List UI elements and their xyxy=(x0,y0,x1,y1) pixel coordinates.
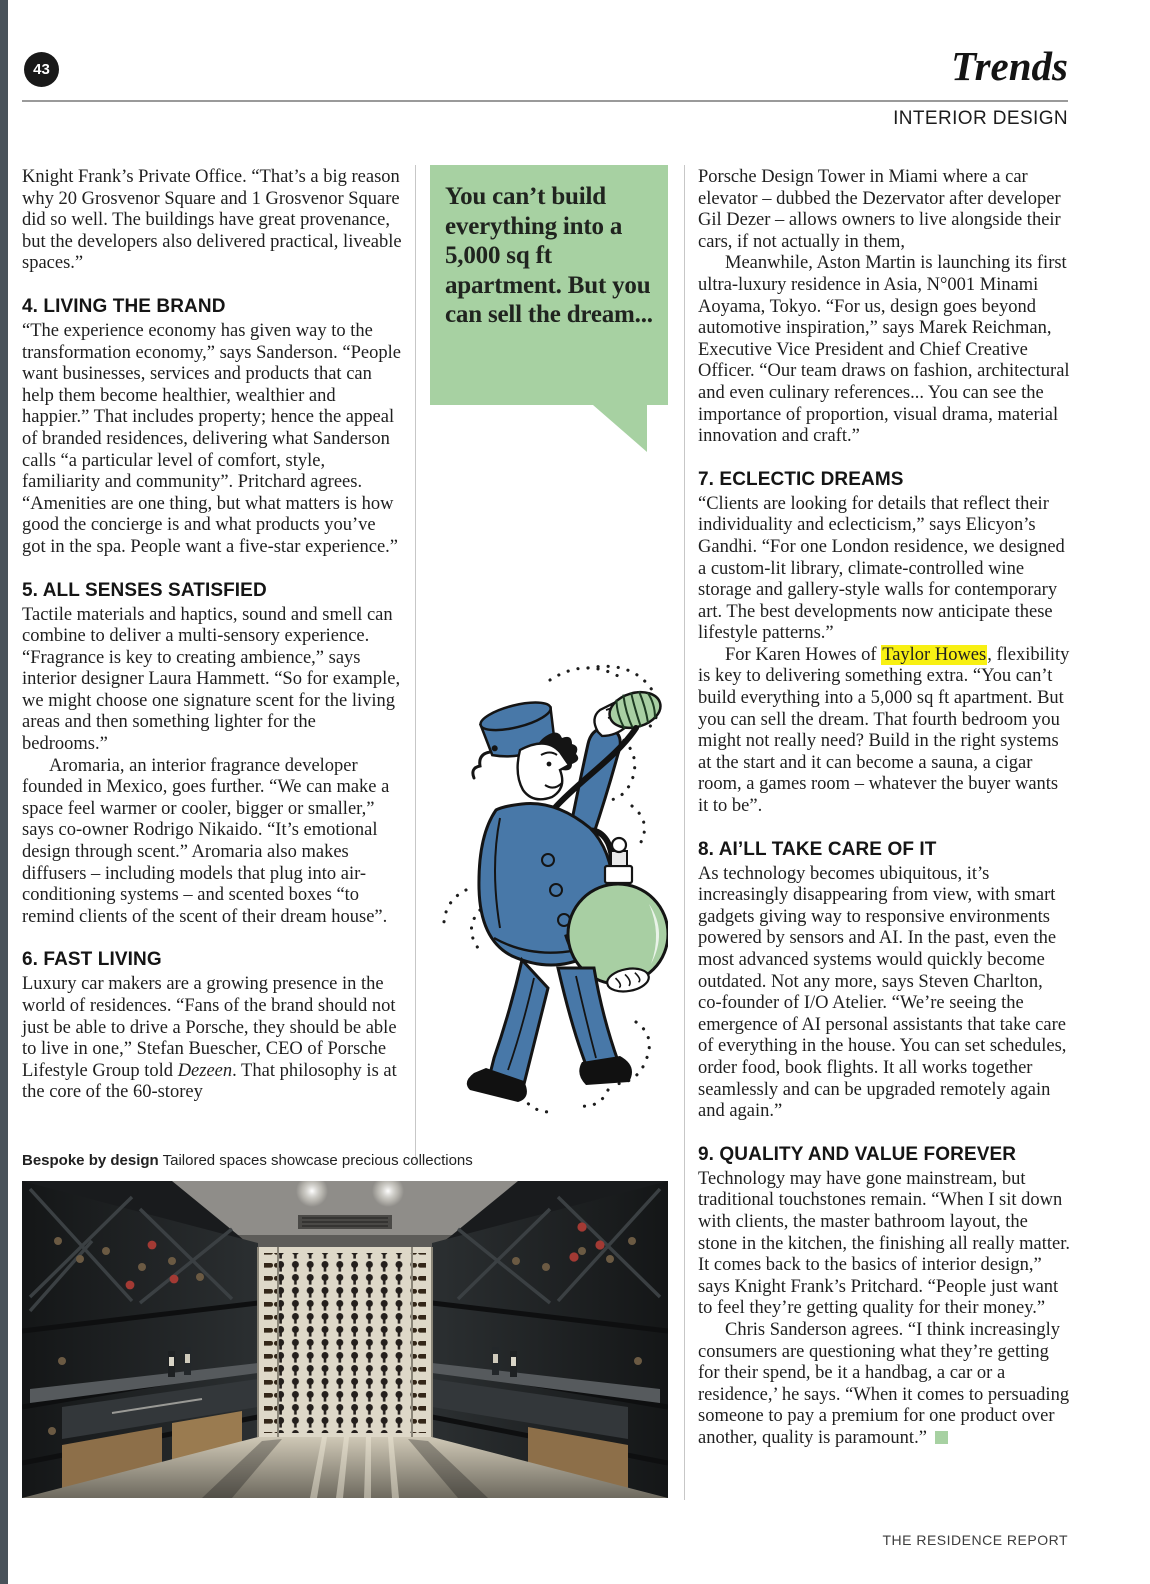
paragraph-text: Chris Sanderson agrees. “I think increasingly consumers are questioning what they’re getting for their spend, be it a handbag, a car or a residence,’ he says. “When it comes to persuading someone to pay a premium for one product over another, quality is paramount.” xyxy=(698,1319,1070,1448)
paragraph-text: . That philosophy is at the core of the 60-storey xyxy=(22,1060,397,1103)
left-column xyxy=(22,167,402,1104)
article-paragraph: Aromaria, an interior fragrance developer founded in Mexico, goes further. “We can make a space feel warmer or cooler, bigger or smaller,” says co-owner Rodrigo Nikaido. “It’s emotional design through scent.” Aromaria also makes diffusers – including models that plug into air-conditioning systems – and scented boxes “to remind clients of the scent of their dream house”. xyxy=(22,755,390,927)
wine-cellar-photo xyxy=(22,1181,668,1498)
caption-text: Tailored spaces showcase precious collections xyxy=(158,1152,473,1169)
article-paragraph: Porsche Design Tower in Miami where a car elevator – dubbed the Dezervator after developer Gil Dezer – allows owners to live alongside their cars, if not actually in them, xyxy=(698,167,1061,252)
section-heading-9: 9. QUALITY AND VALUE FOREVER xyxy=(698,1143,1017,1165)
photo-caption xyxy=(22,1152,668,1170)
section-heading-6: 6. FAST LIVING xyxy=(22,949,162,971)
wine-cellar-image xyxy=(22,1181,668,1498)
page-number-badge xyxy=(24,52,59,87)
column-rule-right xyxy=(684,165,685,1500)
section-heading-5: 5. ALL SENSES SATISFIED xyxy=(22,579,267,601)
speech-bubble-tail xyxy=(593,405,647,452)
article-paragraph: As technology becomes ubiquitous, it’s increasingly disappearing from view, with smart gadgets giving way to responsive environments powered by sensors and AI. In the past, even the most advanced systems would quickly become outdated. Not any more, says Steven Charlton, co-founder of I/O Atelier. “We’re seeing the emergence of AI personal assistants that take care of everything in the house. You can set schedules, order food, book flights. It all works together seamlessly and can be upgraded remotely again and again.” xyxy=(698,863,1067,1122)
pull-quote-text: You can’t build everything into a 5,000 sq ft apartment. But you can sell the dream... xyxy=(445,183,653,328)
article-paragraph xyxy=(22,974,402,1104)
italic-title: Dezeen xyxy=(177,1060,233,1081)
article-paragraph: “The experience economy has given way to the transformation economy,” says Sanderson. “People want businesses, services and products that can help them become healthier, wealthier and happier.” That includes property; hence the appeal of branded residences, delivering what Sanderson calls “a particular level of comfort, style, familiarity and community”. Pritchard agrees. “Amenities are one thing, but what matters is how good the concierge is and what products you’ve got in the spa. People want a five-star experience.” xyxy=(22,320,401,557)
right-column xyxy=(698,167,1070,1449)
article-paragraph: Meanwhile, Aston Martin is launching its first ultra-luxury residence in Asia, N°001 Minami Aoyama, Tokyo. “For us, design goes beyond automotive inspiration,” says Marek Reichman, Executive Vice President and Chief Creative Officer. “Our team draws on fashion, architectural and even culinary references... You can see the importance of proportion, visual drama, material innovation and craft.” xyxy=(698,253,1070,447)
section-heading-7: 7. ECLECTIC DREAMS xyxy=(698,468,904,490)
header-rule xyxy=(22,100,1068,102)
paragraph-text: For Karen Howes of xyxy=(725,644,882,665)
subsection-label: INTERIOR DESIGN xyxy=(893,108,1068,129)
section-heading-4: 4. LIVING THE BRAND xyxy=(22,295,226,317)
page-number: 43 xyxy=(33,61,50,78)
article-paragraph: “Clients are looking for details that reflect their individuality and eclecticism,” says Elicyon’s Gandhi. “For one London residence, we designed a custom-lit library, climate-controlled wine storage and gallery-style walls for contemporary art. The best developments now anticipate these lifestyle patterns.” xyxy=(698,493,1065,644)
article-paragraph xyxy=(698,1320,1070,1450)
paragraph-text: , flexibility is key to delivering something extra. “You can’t build everything into a 5,000 sq ft apartment. But you can sell the dream. That fourth bedroom you might not really need? Build in the right systems at the start and it can become a sauna, a cigar room, a games room – whatever the buyer wants it to be”. xyxy=(698,644,1070,817)
section-heading-8: 8. AI’LL TAKE CARE OF IT xyxy=(698,838,937,860)
article-paragraph: Knight Frank’s Private Office. “That’s a big reason why 20 Grosvenor Square and 1 Grosvenor Square did so well. The buildings have great provenance, but the developers also delivered practical, liveable spaces.” xyxy=(22,167,402,274)
section-title: Trends xyxy=(951,43,1068,89)
highlighted-text: Taylor Howes xyxy=(882,644,987,665)
paragraph-text: Luxury car makers are a growing presence in the world of residences. “Fans of the brand should not just be able to drive a Porsche, they should be able to live in one,” Stefan Buescher, CEO of Porsche Lifestyle Group told xyxy=(22,974,397,1081)
end-of-article-marker xyxy=(935,1431,948,1444)
pull-quote-bubble xyxy=(430,165,668,405)
caption-lead: Bespoke by design xyxy=(22,1152,159,1169)
article-paragraph: Technology may have gone mainstream, but traditional touchstones remain. “When I sit down with clients, the master bathroom layout, the stone in the kitchen, the finishing all really matter. It comes back to the basics of interior design,” says Knight Frank’s Pritchard. “People just want to feel they’re getting quality for their money.” xyxy=(698,1168,1070,1319)
article-paragraph: Tactile materials and haptics, sound and smell can combine to deliver a multi-sensory experience. “Fragrance is key to creating ambience,” says interior designer Laura Hammett. “So for example, we might choose one signature scent for the living areas and then something lighter for the bedrooms.” xyxy=(22,604,401,755)
column-rule-left xyxy=(415,165,416,1160)
left-edge-strip xyxy=(0,0,8,1584)
publication-footer: THE RESIDENCE REPORT xyxy=(882,1532,1068,1548)
bellhop-perfume-illustration xyxy=(430,638,668,1145)
article-paragraph xyxy=(698,645,1070,818)
